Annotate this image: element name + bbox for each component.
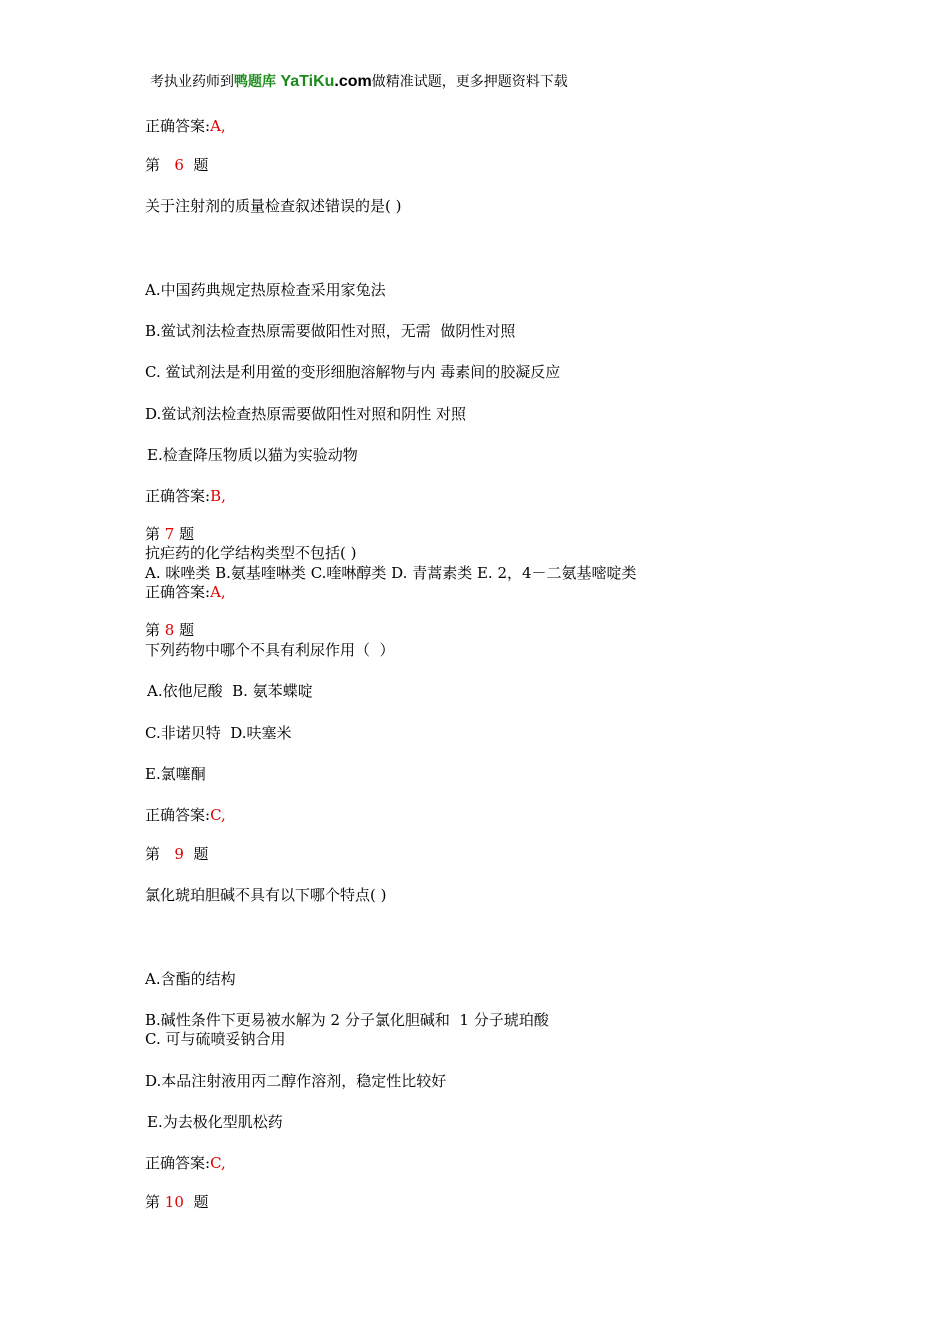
answer-label: 正确答案:: [145, 583, 211, 601]
answer-value: C,: [210, 806, 226, 824]
brand-name-cn: 鸭题库: [234, 74, 276, 90]
option: E.检查降压物质以猫为实验动物: [147, 446, 358, 464]
answer-value: B,: [210, 487, 226, 505]
question-number: 第 6 题: [145, 156, 209, 174]
option: D.鲎试剂法检查热原需要做阳性对照和阴性 对照: [145, 405, 467, 423]
question-stem: 抗疟药的化学结构类型不包括( ): [145, 544, 357, 562]
option: A. 咪唑类 B.氨基喹啉类 C.喹啉醇类 D. 青蒿素类 E. 2，4－二氨基嘧啶类: [145, 564, 637, 582]
answer-value: C,: [210, 1154, 226, 1172]
brand-link[interactable]: [234, 74, 372, 90]
option: C. 鲎试剂法是利用鲎的变形细胞溶解物与内 毒素间的胶凝反应: [145, 363, 561, 381]
question-stem: 氯化琥珀胆碱不具有以下哪个特点( ): [145, 886, 387, 904]
answer-label: 正确答案:: [145, 806, 211, 824]
option: E.氯噻酮: [145, 765, 206, 783]
question-stem: 下列药物中哪个不具有利尿作用（ ）: [145, 641, 395, 659]
option: A.含酯的结构: [145, 970, 236, 988]
page-header: [150, 72, 568, 92]
question-number: 第 7 题: [145, 525, 195, 543]
question-stem: 关于注射剂的质量检查叙述错误的是( ): [145, 197, 402, 215]
answer-line: [145, 805, 226, 825]
brand-domain: .com: [334, 73, 372, 90]
question-number-value: 7: [164, 525, 175, 543]
answer-line: [145, 116, 226, 136]
option: E.为去极化型肌松药: [147, 1113, 283, 1131]
header-suffix: 做精准试题，更多押题资料下载: [371, 74, 568, 90]
option: C. 可与硫喷妥钠合用: [145, 1030, 286, 1048]
question-number-value: 8: [164, 621, 175, 639]
answer-line: [145, 582, 226, 602]
question-number-value: 6: [174, 156, 184, 174]
question-number: 第 8 题: [145, 621, 195, 639]
question-number: 第 9 题: [145, 845, 209, 863]
answer-line: [145, 486, 226, 506]
question-number-value: 10: [164, 1193, 184, 1211]
answer-value: A,: [210, 583, 226, 601]
option: A.中国药典规定热原检查采用家兔法: [145, 281, 386, 299]
question-number-value: 9: [174, 845, 184, 863]
answer-label: 正确答案:: [145, 1154, 211, 1172]
answer-label: 正确答案:: [145, 487, 211, 505]
option: B.鲎试剂法检查热原需要做阳性对照，无需 做阴性对照: [145, 322, 516, 340]
option: D.本品注射液用丙二醇作溶剂，稳定性比较好: [145, 1072, 447, 1090]
question-number: 第 10 题: [145, 1193, 209, 1211]
answer-line: [145, 1153, 226, 1173]
answer-label: 正确答案:: [145, 117, 211, 135]
answer-value: A,: [210, 117, 226, 135]
option: A.依他尼酸 B. 氨苯蝶啶: [147, 682, 313, 700]
header-prefix: 考执业药师到: [150, 74, 234, 90]
option: B.碱性条件下更易被水解为 2 分子氯化胆碱和 1 分子琥珀酸: [145, 1011, 549, 1029]
brand-name-en: YaTiKu: [280, 73, 335, 90]
option: C.非诺贝特 D.呋塞米: [145, 724, 292, 742]
